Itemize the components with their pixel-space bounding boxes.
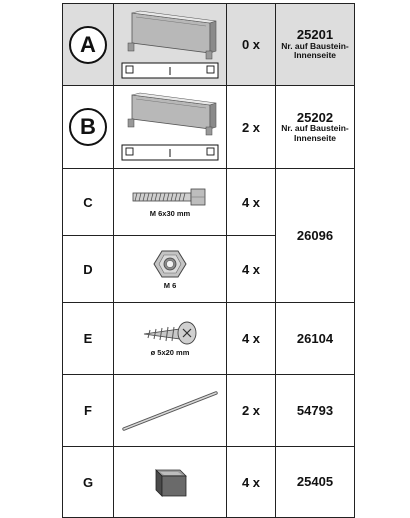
part-number: 25405 bbox=[296, 474, 334, 490]
quantity-cell: 4 x bbox=[227, 169, 276, 236]
part-number: 54793 bbox=[296, 402, 334, 418]
part-number: 25202 bbox=[296, 109, 334, 125]
parts-table bbox=[62, 3, 355, 518]
bolt-icon bbox=[131, 187, 209, 207]
part-number: 25201 bbox=[296, 27, 334, 43]
quantity-cell: 2 x bbox=[227, 375, 276, 447]
letter-badge: A bbox=[69, 26, 107, 64]
picture-cell bbox=[114, 236, 227, 303]
picture-cell bbox=[114, 447, 227, 518]
table-row bbox=[63, 303, 355, 375]
picture-cell bbox=[114, 375, 227, 447]
picture-cell bbox=[114, 86, 227, 169]
picture-cell bbox=[114, 303, 227, 375]
screw-icon bbox=[140, 320, 200, 346]
part-note: Nr. auf Baustein-Innenseite bbox=[281, 40, 349, 61]
quantity-cell: 0 x bbox=[227, 4, 276, 86]
letter-badge: B bbox=[69, 108, 107, 146]
part-caption: M 6x30 mm bbox=[149, 208, 191, 218]
table-row bbox=[63, 375, 355, 447]
part-caption: M 6 bbox=[163, 280, 177, 290]
picture-cell bbox=[114, 4, 227, 86]
letter-cell: E bbox=[63, 303, 114, 375]
part-number: 26096 bbox=[296, 227, 334, 243]
nut-icon bbox=[153, 249, 187, 279]
part-number-cell bbox=[276, 4, 355, 86]
table-row bbox=[63, 86, 355, 169]
table-row bbox=[63, 4, 355, 86]
panel-b-icon bbox=[118, 91, 222, 163]
part-number-cell bbox=[276, 447, 355, 518]
cap-icon bbox=[150, 462, 190, 502]
part-number-cell bbox=[276, 375, 355, 447]
letter-cell: D bbox=[63, 236, 114, 303]
part-number-cell bbox=[276, 303, 355, 375]
table-row bbox=[63, 447, 355, 518]
quantity-cell: 4 x bbox=[227, 303, 276, 375]
letter-cell: G bbox=[63, 447, 114, 518]
table-row bbox=[63, 169, 355, 236]
letter-cell: C bbox=[63, 169, 114, 236]
letter-cell bbox=[63, 86, 114, 169]
part-note: Nr. auf Baustein-Innenseite bbox=[281, 123, 349, 143]
quantity-cell: 2 x bbox=[227, 86, 276, 169]
rod-icon bbox=[120, 389, 220, 433]
quantity-cell: 4 x bbox=[227, 236, 276, 303]
part-number-cell bbox=[276, 169, 355, 303]
picture-cell bbox=[114, 169, 227, 236]
part-caption: ø 5x20 mm bbox=[150, 348, 190, 357]
letter-cell: F bbox=[63, 375, 114, 447]
part-number-cell bbox=[276, 86, 355, 169]
panel-a-icon bbox=[118, 9, 222, 81]
letter-cell bbox=[63, 4, 114, 86]
part-number: 26104 bbox=[296, 330, 334, 346]
quantity-cell: 4 x bbox=[227, 447, 276, 518]
